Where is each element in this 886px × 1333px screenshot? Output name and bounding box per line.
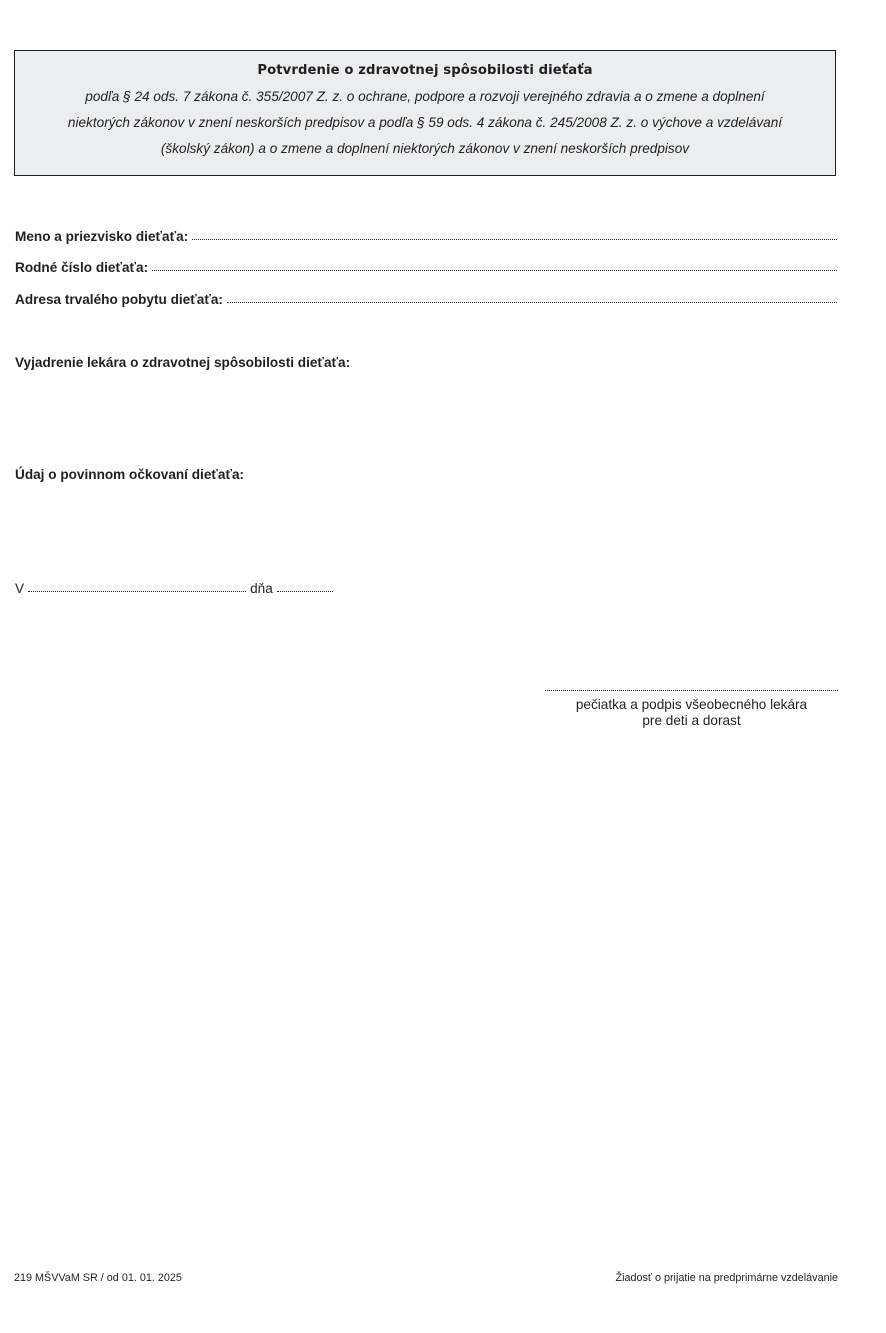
legal-basis-line-3: (školský zákon) a o zmene a doplnení niektorých zákonov v znení neskorších predpisov [160, 141, 690, 156]
child-name-blank[interactable] [192, 227, 837, 240]
certificate-header-box [14, 50, 836, 176]
place-prefix: V [15, 581, 25, 596]
child-name-label: Meno a priezvisko dieťaťa: [15, 229, 189, 244]
place-blank[interactable] [28, 579, 246, 592]
signature-caption-line-2: pre deti a dorast [642, 713, 741, 728]
date-blank[interactable] [277, 579, 333, 592]
document-title: Potvrdenie o zdravotnej spôsobilosti dieťaťa [257, 63, 593, 78]
signature-blank[interactable] [545, 690, 838, 691]
birth-number-blank[interactable] [152, 258, 837, 271]
birth-number-label: Rodné číslo dieťaťa: [15, 260, 149, 275]
birth-number-field[interactable] [15, 259, 837, 275]
footer-form-name: Žiadosť o prijatie na predprimárne vzdelávanie [615, 1272, 838, 1284]
child-name-field[interactable] [15, 228, 837, 244]
footer-form-code: 219 MŠVVaM SR / od 01. 01. 2025 [14, 1272, 182, 1284]
address-blank[interactable] [227, 290, 837, 303]
address-field[interactable] [15, 291, 837, 307]
date-prefix: dňa [250, 581, 273, 596]
doctor-statement-heading: Vyjadrenie lekára o zdravotnej spôsobilosti dieťaťa: [15, 355, 351, 370]
signature-caption-line-1: pečiatka a podpis všeobecného lekára [575, 697, 808, 712]
vaccination-heading: Údaj o povinnom očkovaní dieťaťa: [15, 467, 245, 482]
legal-basis-line-2: niektorých zákonov v znení neskorších predpisov a podľa § 59 ods. 4 zákona č. 245/2008 Z. z. o výchove a vzdelávaní [67, 115, 783, 130]
place-date-line [15, 580, 333, 596]
legal-basis-line-1: podľa § 24 ods. 7 zákona č. 355/2007 Z. z. o ochrane, podpore a rozvoji verejného zdravia a o zmene a doplnení [85, 89, 765, 104]
address-label: Adresa trvalého pobytu dieťaťa: [15, 292, 223, 307]
